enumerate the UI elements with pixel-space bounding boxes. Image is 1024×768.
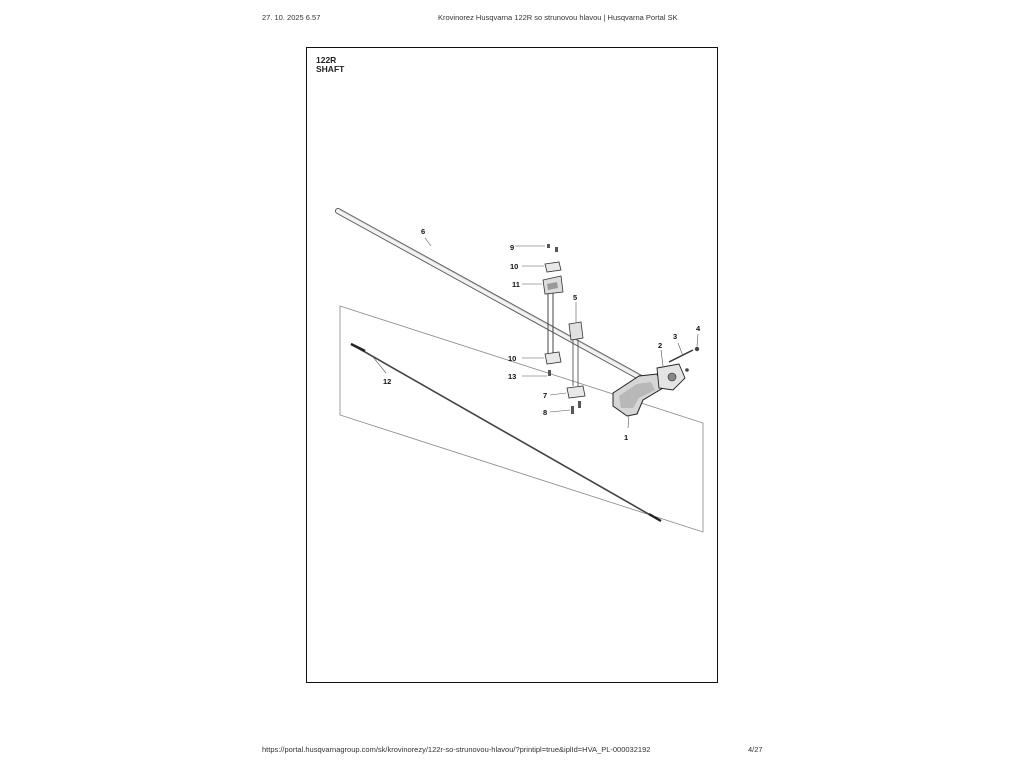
callout-7: 7 xyxy=(543,391,548,400)
screw-part-8 xyxy=(571,406,574,414)
callout-3: 3 xyxy=(673,332,678,341)
parts-diagram-frame xyxy=(306,47,718,683)
screw-part-9 xyxy=(547,244,550,248)
screw-part-13 xyxy=(548,370,551,376)
drive-shaft-part-12 xyxy=(351,344,661,521)
bracket-part-5 xyxy=(569,322,583,340)
tube-part-6 xyxy=(338,210,652,384)
clamp-part-7 xyxy=(567,386,585,398)
callout-2: 2 xyxy=(658,341,663,350)
section-label: SHAFT xyxy=(316,64,345,74)
callout-1: 1 xyxy=(624,433,629,442)
exploded-parts-diagram xyxy=(307,48,719,684)
leader-lines xyxy=(373,238,698,428)
callout-5: 5 xyxy=(573,293,578,302)
bolt-part-3 xyxy=(669,350,693,362)
page-number: 4/27 xyxy=(748,745,763,754)
clamp-part-10-upper xyxy=(545,262,561,272)
page-url: https://portal.husqvarnagroup.com/sk/krovinorezy/122r-so-strunovou-hlavou/?printipl=true&iplId=HVA_PL-000032192 xyxy=(262,745,651,754)
clutch-housing-assembly xyxy=(613,347,699,416)
clamp-part-10-lower xyxy=(545,352,561,364)
callout-10-upper: 10 xyxy=(510,262,519,271)
callout-10-lower: 10 xyxy=(508,354,517,363)
print-date: 27. 10. 2025 6.57 xyxy=(262,13,321,22)
callout-4: 4 xyxy=(696,324,701,333)
callout-11: 11 xyxy=(512,280,520,289)
callout-8: 8 xyxy=(543,408,548,417)
callout-9: 9 xyxy=(510,243,515,252)
drive-shaft-panel xyxy=(340,306,703,532)
callout-12: 12 xyxy=(383,377,392,386)
callout-13: 13 xyxy=(508,372,517,381)
nut-part-4 xyxy=(695,347,699,351)
model-label: 122R xyxy=(316,55,337,65)
callout-6: 6 xyxy=(421,227,426,236)
page-title: Krovinorez Husqvarna 122R so strunovou hlavou | Husqvarna Portal SK xyxy=(438,13,678,22)
